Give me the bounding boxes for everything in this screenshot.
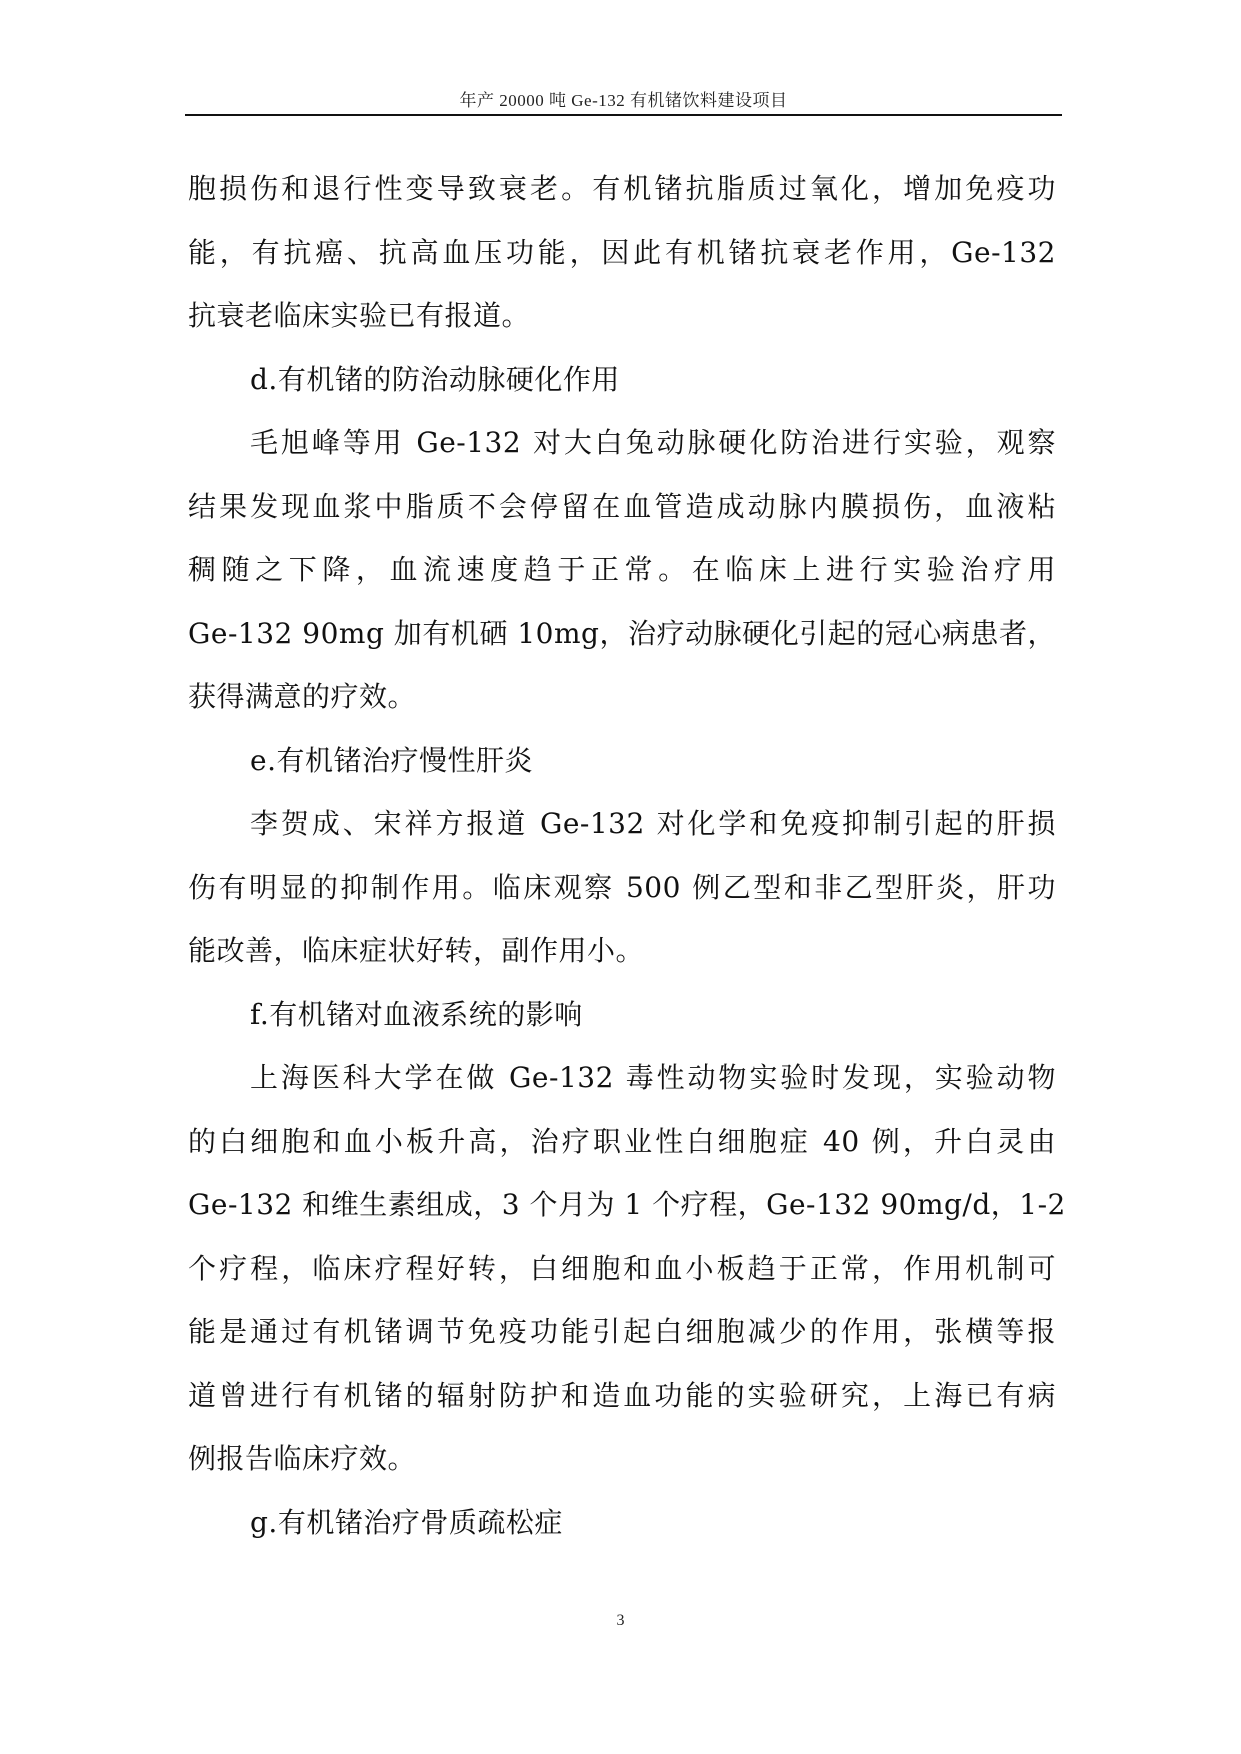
body-line: 的白细胞和血小板升高，治疗职业性白细胞症 40 例，升白灵由 [188,1124,1056,1158]
body-line: 获得满意的疗效。 [188,680,417,713]
body-line: 能是通过有机锗调节免疫功能引起白细胞减少的作用，张横等报 [188,1315,1056,1348]
body-line: 上海医科大学在做 Ge-132 毒性动物实验时发现，实验动物 [250,1061,1056,1094]
body-line: 稠随之下降，血流速度趋于正常。在临床上进行实验治疗用 [188,553,1056,586]
page-header-title: 年产 20000 吨 Ge-132 有机锗饮料建设项目 [459,91,788,110]
section-heading-e: e.有机锗治疗慢性肝炎 [250,743,533,777]
body-line: 能，有抗癌、抗高血压功能，因此有机锗抗衰老作用，Ge-132 [188,235,1056,269]
document-body [188,157,1066,1554]
body-line: 抗衰老临床实验已有报道。 [188,299,531,332]
body-line: 李贺成、宋祥方报道 Ge-132 对化学和免疫抑制引起的肝损 [250,807,1056,840]
body-line: 能改善，临床症状好转，副作用小。 [188,934,645,967]
section-heading-d: d.有机锗的防治动脉硬化作用 [250,362,620,396]
body-line: 伤有明显的抑制作用。临床观察 500 例乙型和非乙型肝炎，肝功 [188,870,1056,904]
header-divider [185,114,1062,116]
body-line: 结果发现血浆中脂质不会停留在血管造成动脉内膜损伤，血液粘 [188,489,1056,523]
page-number: 3 [616,1612,625,1629]
body-line: 胞损伤和退行性变导致衰老。有机锗抗脂质过氧化，增加免疫功 [188,172,1056,205]
body-line: 例报告临床疗效。 [188,1442,417,1475]
body-line: Ge-132 90mg 加有机硒 10mg，治疗动脉硬化引起的冠心病患者， [188,616,1056,650]
body-line: 毛旭峰等用 Ge-132 对大白兔动脉硬化防治进行实验，观察 [250,426,1056,459]
body-line: 个疗程，临床疗程好转，白细胞和血小板趋于正常，作用机制可 [188,1251,1056,1285]
section-heading-f: f.有机锗对血液系统的影响 [250,997,583,1031]
section-heading-g: g.有机锗治疗骨质疏松症 [250,1505,563,1539]
body-line: 道曾进行有机锗的辐射防护和造血功能的实验研究，上海已有病 [188,1378,1056,1412]
body-line: Ge-132 和维生素组成，3 个月为 1 个疗程，Ge-132 90mg/d，1-2 [188,1188,1066,1221]
